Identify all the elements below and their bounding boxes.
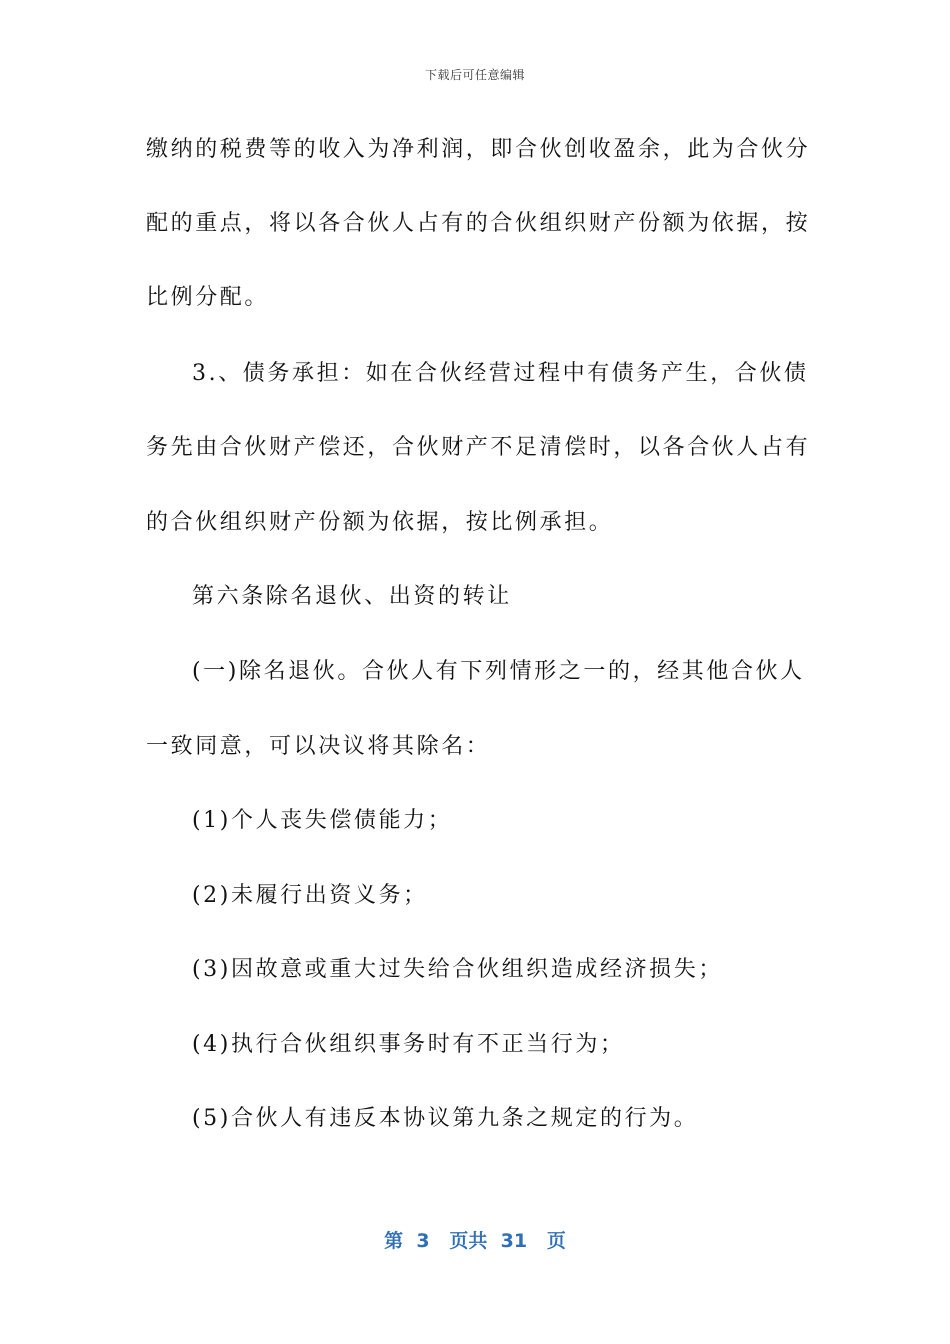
page-number-footer: 第 3 页共 31 页	[384, 1230, 566, 1252]
list-item: (5)合伙人有违反本协议第九条之规定的行为。	[192, 1106, 699, 1131]
list-item: (4)执行合伙组织事务时有不正当行为；	[192, 1032, 625, 1057]
body-line: 务先由合伙财产偿还，合伙财产不足清偿时，以各合伙人占有	[146, 435, 811, 460]
section-heading: 第六条除名退伙、出资的转让	[192, 584, 512, 609]
list-item: (3)因故意或重大过失给合伙组织造成经济损失；	[192, 957, 723, 982]
body-line: 一致同意，可以决议将其除名：	[146, 734, 491, 759]
body-line: 比例分配。	[146, 285, 270, 310]
page-header: 下载后可任意编辑	[424, 68, 525, 82]
body-line: 的合伙组织财产份额为依据，按比例承担。	[146, 510, 614, 535]
body-line: 缴纳的税费等的收入为净利润，即合伙创收盈余，此为合伙分	[146, 137, 811, 162]
list-item: (2)未履行出资义务；	[192, 883, 428, 908]
body-line: 3.、债务承担：如在合伙经营过程中有债务产生，合伙债	[192, 361, 809, 386]
list-item: (1)个人丧失偿债能力；	[192, 808, 453, 833]
body-line: 配的重点，将以各合伙人占有的合伙组织财产份额为依据，按	[146, 211, 811, 236]
body-line: (一)除名退伙。合伙人有下列情形之一的，经其他合伙人	[192, 659, 805, 684]
